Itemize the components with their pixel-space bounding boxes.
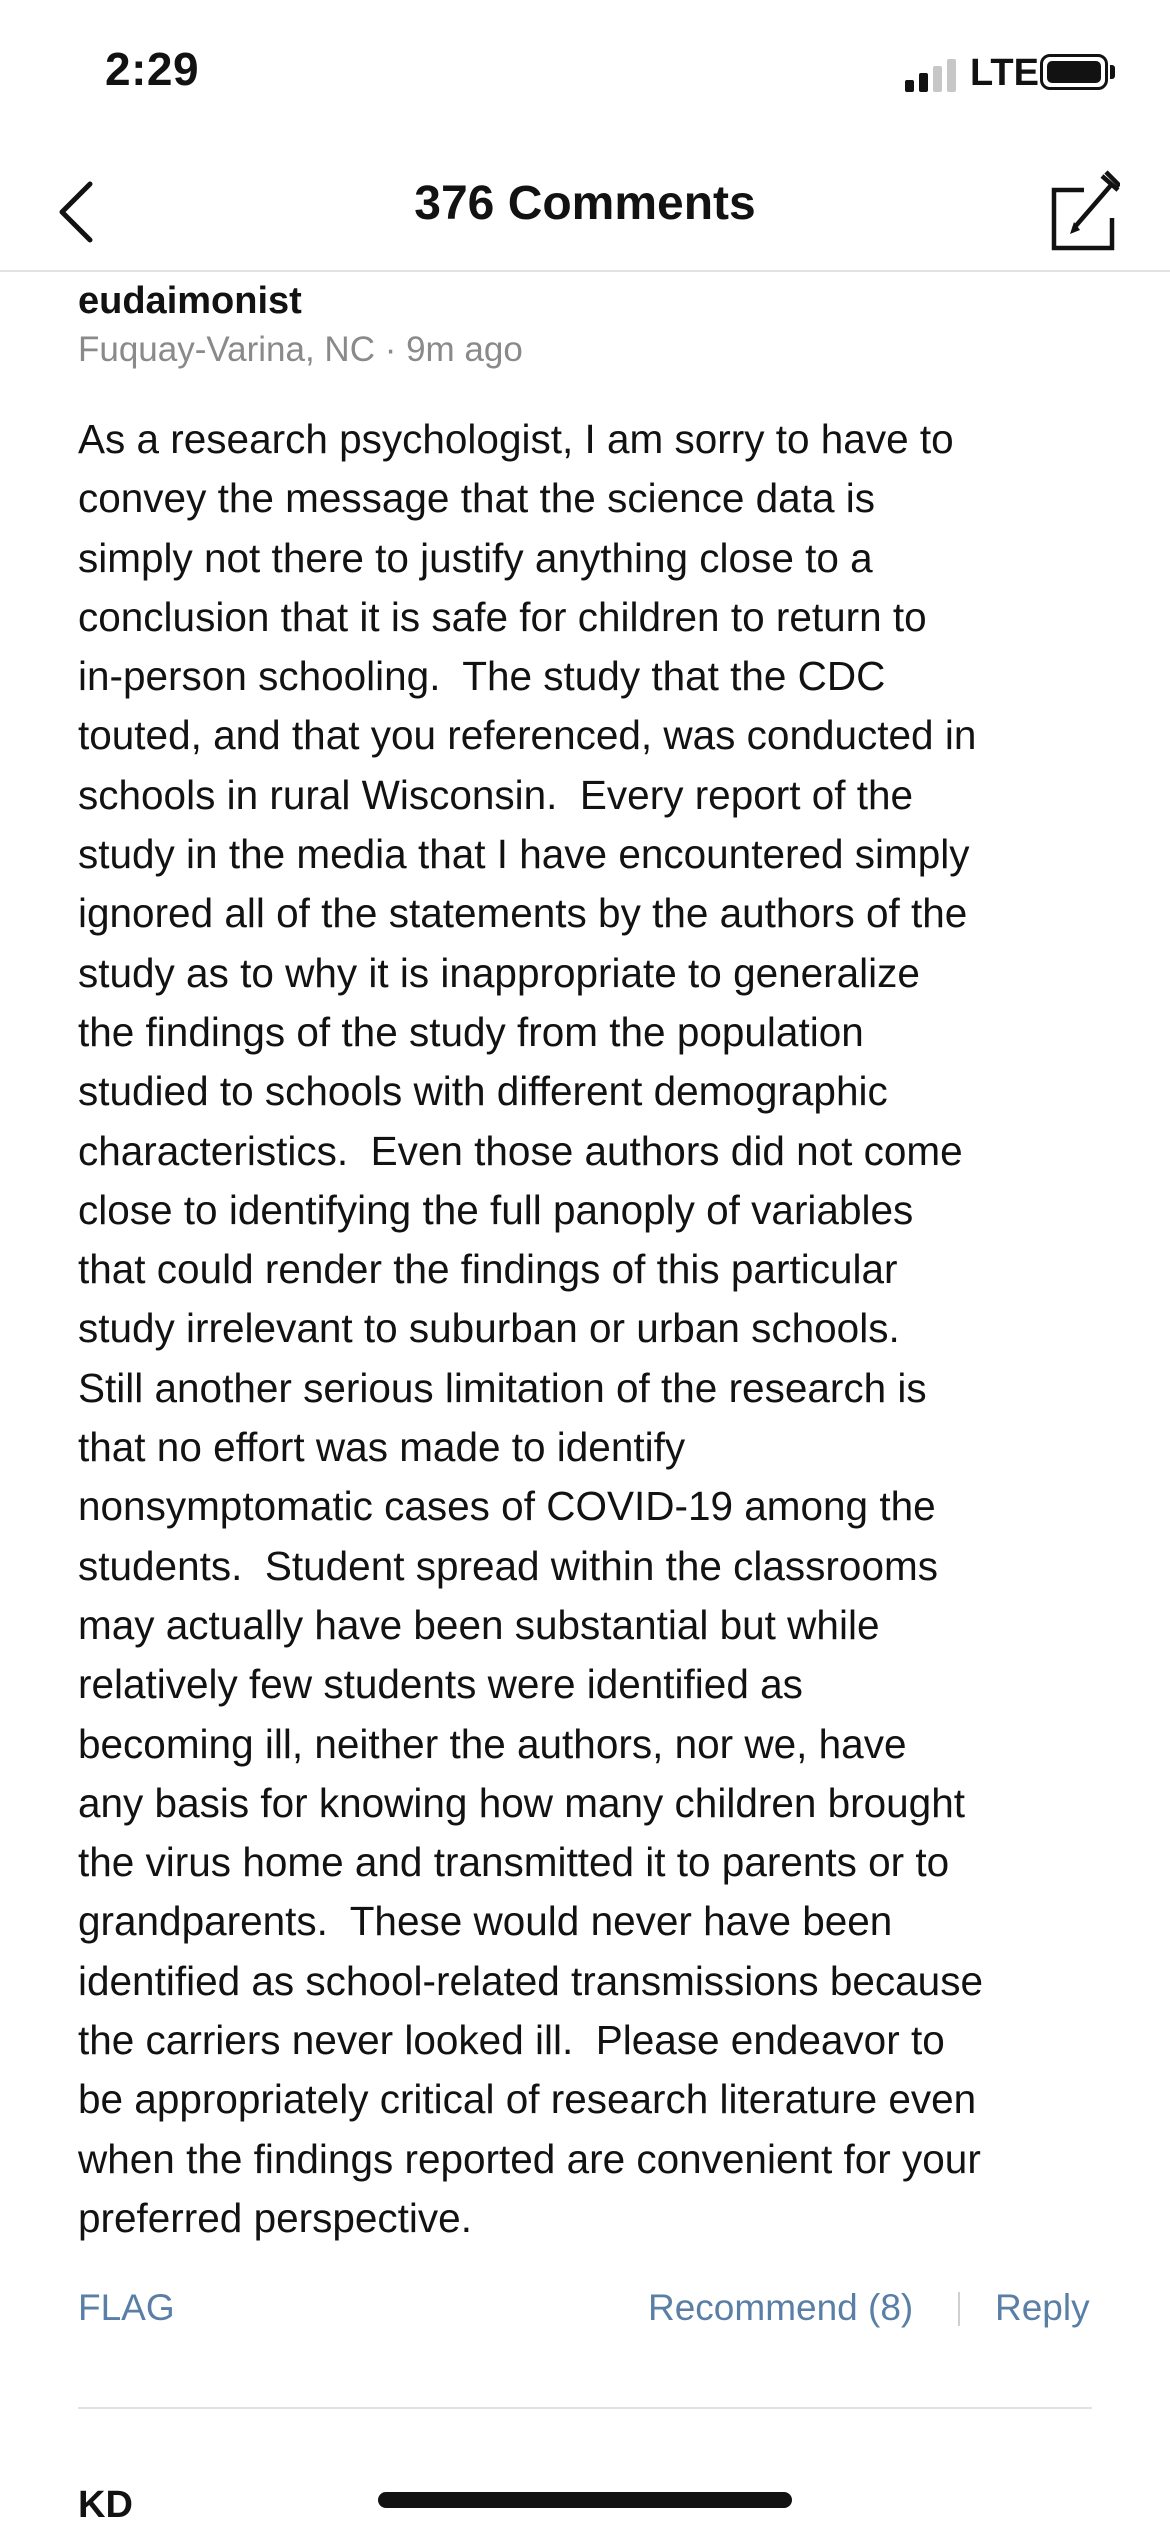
- comment-body-line: relatively few students were identified as: [78, 1661, 803, 1708]
- comment-body-line: study irrelevant to suburban or urban schools.: [78, 1305, 900, 1352]
- comment-body-line: any basis for knowing how many children brought: [78, 1779, 965, 1826]
- comment-body-line: Still another serious limitation of the research is: [78, 1364, 927, 1411]
- comment-body-line: studied to schools with different demographic: [78, 1068, 888, 1115]
- comment-body-line: be appropriately critical of research literature even: [78, 2076, 977, 2123]
- action-separator: [958, 2292, 960, 2326]
- battery-icon: [1040, 54, 1108, 90]
- comment-meta: Fuquay-Varina, NC · 9m ago: [78, 330, 523, 369]
- comment-divider: [78, 2407, 1092, 2409]
- compose-icon: [1040, 164, 1120, 254]
- comment-body-line: grandparents. These would never have been: [78, 1898, 893, 1945]
- comment-body-line: becoming ill, neither the authors, nor we, have: [78, 1720, 907, 1767]
- comment-body-line: As a research psychologist, I am sorry to have to: [78, 416, 954, 462]
- comment-author[interactable]: eudaimonist: [78, 280, 302, 322]
- comment-body-line: ignored all of the statements by the authors of the: [78, 890, 968, 937]
- comment-body-line: that could render the findings of this particular: [78, 1246, 898, 1293]
- comment-body-line: touted, and that you referenced, was conducted in: [78, 712, 977, 759]
- comment-body-line: preferred perspective.: [78, 2194, 472, 2241]
- next-comment-author[interactable]: KD: [78, 2484, 133, 2526]
- comment-actions: [78, 2278, 1092, 2338]
- comment-body-line: study as to why it is inappropriate to generalize: [78, 949, 920, 996]
- comment-body-line: the carriers never looked ill. Please endeavor to: [78, 2017, 945, 2064]
- comment-body-line: conclusion that it is safe for children to return to: [78, 593, 927, 640]
- comment-body-line: may actually have been substantial but while: [78, 1601, 880, 1648]
- comment-body-line: the findings of the study from the population: [78, 1008, 864, 1055]
- reply-button[interactable]: Reply: [995, 2287, 1090, 2328]
- battery-tip: [1110, 65, 1115, 79]
- comment-body-line: students. Student spread within the classrooms: [78, 1542, 938, 1589]
- comment-body-line: characteristics. Even those authors did not come: [78, 1127, 963, 1174]
- comment-body-line: that no effort was made to identify: [78, 1424, 686, 1471]
- status-bar: [0, 0, 1170, 150]
- comment-body: [78, 410, 1094, 2248]
- comment-body-line: the virus home and transmitted it to parents or to: [78, 1839, 950, 1886]
- comment-body-line: convey the message that the science data is: [78, 475, 875, 522]
- network-type: LTE: [970, 52, 1039, 94]
- flag-button[interactable]: FLAG: [78, 2287, 175, 2328]
- cellular-signal-icon: [905, 58, 957, 92]
- comment-body-line: simply not there to justify anything close to a: [78, 534, 873, 581]
- comment-body-line: schools in rural Wisconsin. Every report of the: [78, 771, 914, 818]
- recommend-button[interactable]: Recommend (8): [648, 2287, 914, 2328]
- status-time: 2:29: [105, 43, 200, 95]
- page-title: 376 Comments: [414, 177, 756, 230]
- comment-body-line: close to identifying the full panoply of variables: [78, 1186, 914, 1233]
- comment: [78, 274, 1094, 2248]
- home-indicator[interactable]: [378, 2492, 792, 2508]
- comment-body-line: when the findings reported are convenient for your: [78, 2135, 981, 2182]
- comment-body-line: identified as school-related transmissions because: [78, 1957, 983, 2004]
- comment-body-line: study in the media that I have encountered simply: [78, 831, 970, 878]
- nav-bar: [0, 150, 1170, 272]
- compose-button[interactable]: [1040, 164, 1120, 254]
- comment-body-line: nonsymptomatic cases of COVID-19 among the: [78, 1483, 936, 1530]
- comment-body-line: in-person schooling. The study that the CDC: [78, 653, 886, 700]
